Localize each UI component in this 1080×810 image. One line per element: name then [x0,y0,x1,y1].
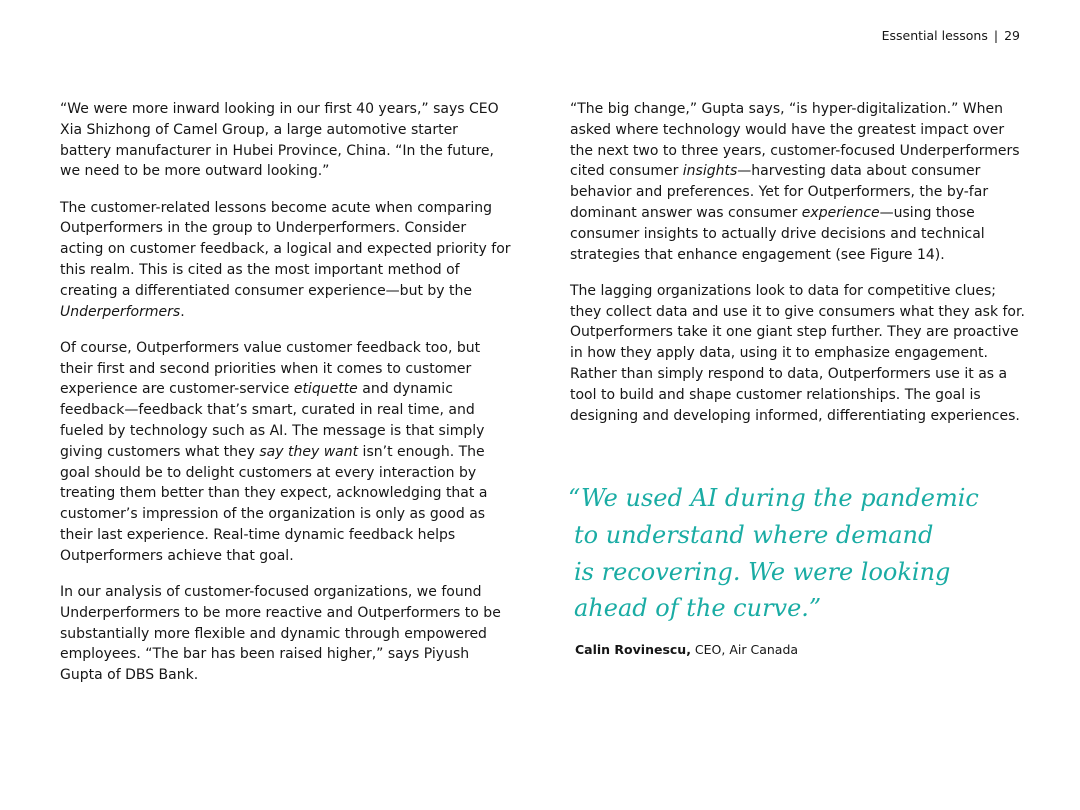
emphasis: Underperformers [60,303,181,320]
emphasis: experience [801,204,880,221]
emphasis: etiquette [293,381,358,398]
left-column [60,99,512,686]
paragraph: In our analysis of customer-focused organizations, we found Underperformers to be more reactive and Outperformers to be substantially more flexible and dynamic through empowered employees. “The bar has been raised higher,” says Piyush Gupta of DBS Bank. [60,583,501,684]
pull-quote [568,480,979,627]
paragraph: The customer-related lessons become acute when comparing Outperformers in the group to Underperformers. Consider acting on customer feedback, a logical and expected priority for this realm. This is cited as the most important method of creating a differentiated consumer experience—but by the Underperformers. [60,199,511,320]
right-column [570,99,1025,426]
pull-quote-line: “We used AI during the pandemic [568,484,979,512]
quote-attribution [575,642,798,657]
attribution-title: CEO, Air Canada [690,642,799,657]
paragraph: Of course, Outperformers value customer feedback too, but their first and second priorities when it comes to customer experience are customer-service etiquette and dynamic feedback—feedback that’s smart, curated in real time, and fueled by technology such as AI. The message is that simply giving customers what they say they want isn’t enough. The goal should be to delight customers at every interaction by treating them better than they expect, acknowledging that a customer’s impression of the organization is only as good as their last experience. Real-time dynamic feedback helps Outperformers achieve that goal. [60,339,488,564]
pull-quote-line: is recovering. We were looking [574,557,951,586]
attribution-name: Calin Rovinescu, [575,642,691,657]
pull-quote-line: to understand where demand [574,520,934,549]
paragraph: “We were more inward looking in our first 40 years,” says CEO Xia Shizhong of Camel Group, a large automotive starter battery manufacturer in Hubei Province, China. “In the future, we need to be more outward looking.” [60,101,499,180]
header-separator: | [993,28,999,43]
page-number: 29 [1004,28,1020,43]
paragraph: The lagging organizations look to data for competitive clues; they collect data and use it to give consumers what they ask for. Outperformers take it one giant step further. They are proactive in how they apply data, using it to emphasize engagement. Rather than simply respond to data, Outperformers use it as a tool to build and shape customer relationships. The goal is designing and developing informed, differentiating experiences. [570,282,1025,424]
paragraph: “The big change,” Gupta says, “is hyper-digitalization.” When asked where technology would have the greatest impact over the next two to three years, customer-focused Underperformers cited consumer insights—harvesting data about consumer behavior and preferences. Yet for Outperformers, the by-far dominant answer was consumer experience—using those consumer insights to actually drive decisions and technical strategies that enhance engagement (see Figure 14). [570,101,1020,263]
pull-quote-line: ahead of the curve.” [574,594,822,623]
section-title: Essential lessons [881,28,988,43]
running-header [882,28,1020,43]
emphasis: say they want [259,443,359,460]
emphasis: insights [682,163,738,180]
